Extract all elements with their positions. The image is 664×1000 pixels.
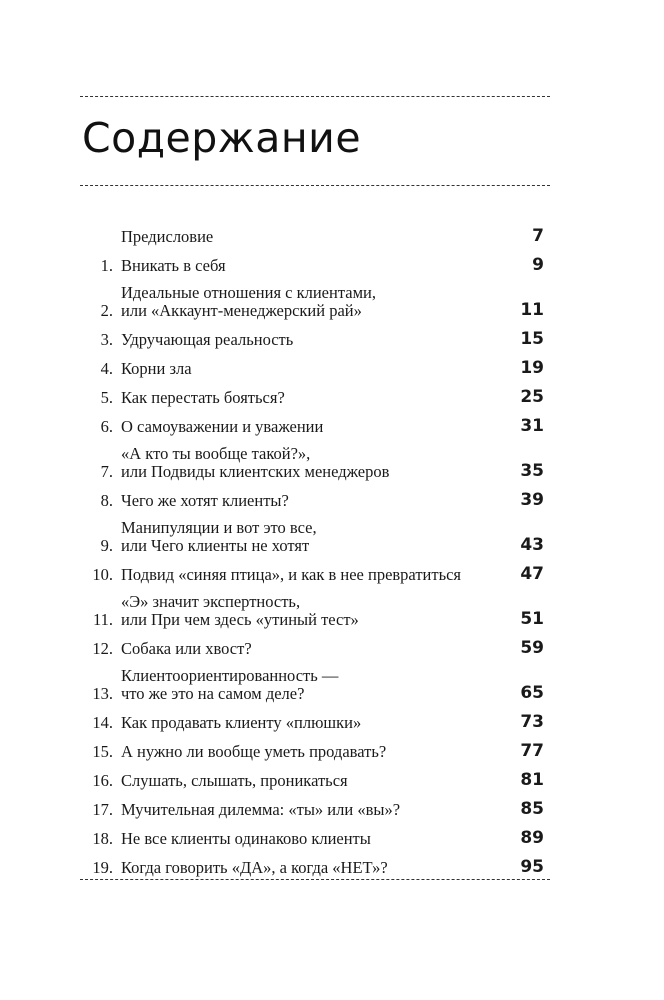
chapter-number: 18. [92, 829, 113, 848]
bottom-divider [80, 879, 550, 880]
page-number: 15 [520, 329, 544, 349]
page-number: 35 [520, 461, 544, 481]
toc-entry [80, 857, 550, 877]
chapter-title-line: «Э» значит экспертность, [121, 592, 301, 611]
chapter-number: 7. [100, 462, 113, 481]
page-number: 77 [520, 741, 544, 761]
toc-entry [80, 828, 550, 848]
toc-entry [80, 593, 550, 629]
chapter-title-line: Вникать в себя [121, 256, 226, 275]
chapter-title-line: Собака или хвост? [121, 639, 252, 658]
chapter-title-line: Корни зла [121, 359, 192, 378]
chapter-title [113, 566, 494, 584]
chapter-number: 16. [92, 771, 113, 790]
chapter-title-line: О самоуважении и уважении [121, 417, 324, 436]
chapter-number: 9. [100, 536, 113, 555]
page-number: 73 [520, 712, 544, 732]
chapter-title-line: или Чего клиенты не хотят [121, 536, 310, 555]
chapter-title [113, 360, 494, 378]
title-divider [80, 185, 550, 186]
chapter-number: 13. [92, 684, 113, 703]
chapter-title-line: или Подвиды клиентских менеджеров [121, 462, 390, 481]
chapter-title-line: Как перестать бояться? [121, 388, 285, 407]
chapter-title-line: Когда говорить «ДА», а когда «НЕТ»? [121, 858, 388, 877]
toc-entry [80, 358, 550, 378]
chapter-title [113, 640, 494, 658]
toc-entry [80, 638, 550, 658]
toc-entry [80, 329, 550, 349]
chapter-title [113, 743, 494, 761]
chapter-title-line: Идеальные отношения с клиентами, [121, 283, 376, 302]
chapter-title [113, 389, 494, 407]
chapter-title-line: Слушать, слышать, проникаться [121, 771, 348, 790]
chapter-number: 14. [92, 713, 113, 732]
chapter-number: 3. [100, 330, 113, 349]
chapter-title [113, 445, 494, 481]
chapter-title-line: Манипуляции и вот это все, [121, 518, 317, 537]
page-number: 31 [520, 416, 544, 436]
chapter-title [113, 284, 494, 320]
page-number: 9 [532, 255, 544, 275]
chapter-title-line: Не все клиенты одинаково клиенты [121, 829, 371, 848]
chapter-title-line: Удручающая реальность [121, 330, 294, 349]
page-number: 43 [520, 535, 544, 555]
chapter-title-line: «А кто ты вообще такой?», [121, 444, 311, 463]
chapter-title-line: А нужно ли вообще уметь продавать? [121, 742, 387, 761]
chapter-title-line: Клиентоориентированность — [121, 666, 339, 685]
page-number: 19 [520, 358, 544, 378]
toc-entry [80, 712, 550, 732]
page-number: 7 [532, 226, 544, 246]
chapter-title-line: что же это на самом деле? [121, 684, 305, 703]
toc-entry [80, 284, 550, 320]
chapter-title [113, 667, 494, 703]
chapter-title-line: Чего же хотят клиенты? [121, 491, 289, 510]
chapter-number: 5. [100, 388, 113, 407]
chapter-number: 1. [100, 256, 113, 275]
page-number: 51 [520, 609, 544, 629]
page-number: 47 [520, 564, 544, 584]
page-number: 95 [520, 857, 544, 877]
chapter-number: 11. [92, 610, 113, 629]
chapter-title-line: Подвид «синяя птица», и как в нее превратиться [121, 565, 462, 584]
table-of-contents [80, 226, 550, 886]
toc-entry [80, 741, 550, 761]
chapter-number: 4. [100, 359, 113, 378]
chapter-number: 17. [92, 800, 113, 819]
toc-entry [80, 416, 550, 436]
toc-entry [80, 770, 550, 790]
toc-entry [80, 387, 550, 407]
chapter-title [113, 593, 494, 629]
chapter-title-line: или «Аккаунт-менеджерский рай» [121, 301, 362, 320]
chapter-title [113, 257, 494, 275]
chapter-title-line: Как продавать клиенту «плюшки» [121, 713, 362, 732]
page-number: 25 [520, 387, 544, 407]
chapter-number: 8. [100, 491, 113, 510]
toc-entry [80, 564, 550, 584]
toc-entry [80, 255, 550, 275]
chapter-number: 2. [100, 301, 113, 320]
toc-entry [80, 226, 550, 246]
chapter-number: 10. [92, 565, 113, 584]
toc-entry [80, 519, 550, 555]
chapter-number: 15. [92, 742, 113, 761]
chapter-title [113, 801, 494, 819]
toc-entry [80, 445, 550, 481]
page-number: 39 [520, 490, 544, 510]
chapter-number: 6. [100, 417, 113, 436]
toc-entry [80, 490, 550, 510]
chapter-title-line: или При чем здесь «утиный тест» [121, 610, 359, 629]
toc-entry [80, 799, 550, 819]
top-divider [80, 96, 550, 97]
page-number: 11 [520, 300, 544, 320]
chapter-number: 12. [92, 639, 113, 658]
chapter-number: 19. [92, 858, 113, 877]
chapter-title [113, 772, 494, 790]
chapter-title [113, 228, 494, 246]
chapter-title [113, 830, 494, 848]
page-title: Содержание [82, 114, 362, 162]
chapter-title [113, 331, 494, 349]
page-number: 59 [520, 638, 544, 658]
chapter-title [113, 859, 494, 877]
chapter-title-line: Мучительная дилемма: «ты» или «вы»? [121, 800, 401, 819]
page-number: 89 [520, 828, 544, 848]
chapter-title [113, 418, 494, 436]
chapter-title [113, 519, 494, 555]
toc-entry [80, 667, 550, 703]
page-number: 65 [520, 683, 544, 703]
chapter-title [113, 492, 494, 510]
chapter-title-line: Предисловие [121, 227, 214, 246]
page-number: 85 [520, 799, 544, 819]
page-number: 81 [520, 770, 544, 790]
chapter-title [113, 714, 494, 732]
